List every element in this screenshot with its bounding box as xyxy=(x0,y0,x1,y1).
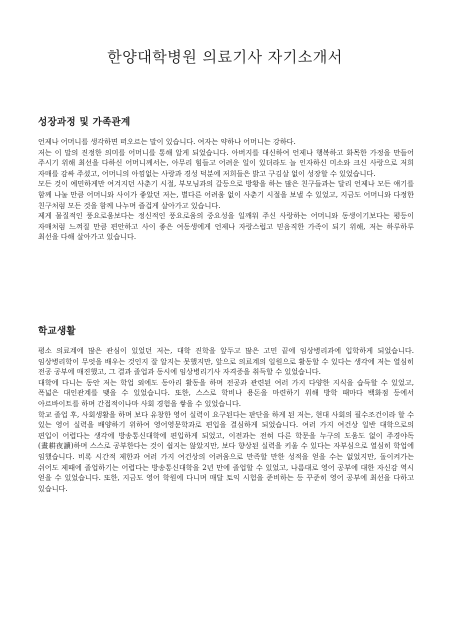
paragraph: 학교 졸업 후, 사회생활을 하며 보다 유창한 영어 실력이 요구된다는 판단을 하게 된 저는, 현대 사회의 필수조건이라 할 수 있는 영어 실력을 배양하기 위하여 영어영문학과로 편입을 결심하게 되었습니다. 여러 가지 여건상 일반 대학으로의 편입이 어렵다는 생각에 방송통신대학에 편입하게 되었고, 이전과는 전혀 다른 학문을 누구의 도움도 없이 주경야독(晝耕夜讀)하며 스스로 공부한다는 것이 쉽지는 않았지만, 보다 향상된 실력을 키울 수 있다는 자부심으로 열심히 학업에 임했습니다. 비록 시간적 제한과 여러 가지 여건상의 어려움으로 만족할 만한 성적을 얻을 수는 없었지만, 돌이켜가는 쉬어도 제때에 졸업하기는 어렵다는 방송통신대학을 2년 만에 졸업할 수 있었고, 나름대로 영어 공부에 대한 자신감 역시 얻을 수 있었습니다. 또한, 지금도 영어 학원에 다니며 매달 토익 시험을 준비하는 등 꾸준히 영어 공부에 최선을 다하고 있습니다. xyxy=(38,409,414,493)
paragraph: 대학에 다니는 동안 저는 학업 외에도 동아리 활동을 하며 전공과 관련된 여러 가지 다양한 지식을 습득할 수 있었고, 폭넓은 대인관계를 맺을 수 있었습니다. 또한, 스스로 학비나 용돈을 마련하기 위해 방학 때마다 백화점 등에서 아르바이트를 하며 간접적이나마 사회 경험을 쌓을 수 있었습니다. xyxy=(38,377,414,408)
paragraph: 모든 것이 예민하게만 여겨지던 사춘기 시절, 부모님과의 갈등으로 방황을 하는 많은 친구들과는 달리 언제나 모든 얘기를 함께 나눌 만큼 어머니와 사이가 좋았던 저는, 별다른 어려움 없이 사춘기 시절을 보낼 수 있었고, 지금도 어머니와 다정한 친구처럼 모든 것을 함께 나누며 즐겁게 살아가고 있습니다. xyxy=(38,179,414,210)
section-heading-school-life: 학교생활 xyxy=(38,326,76,337)
paragraph: 평소 의료계에 많은 관심이 있었던 저는, 대학 진학을 앞두고 많은 고민 끝에 임상병리과에 입학하게 되었습니다. 임상병리학이 무엇을 배우는 것인지 잘 알지는 못했지만, 앞으로 의료계의 일원으로 활동할 수 있다는 생각에 저는 열심히 전공 공부에 매진했고, 그 결과 졸업과 동시에 임상병리기사 자격증을 취득할 수 있었습니다. xyxy=(38,346,414,377)
paragraph: 언제나 어머니를 생각하면 떠오르는 말이 있습니다. 여자는 약하나 어머니는 강하다. xyxy=(38,137,296,146)
section-heading-growth-family: 성장과정 및 가족관계 xyxy=(38,117,131,128)
document-title: 한양대학병원 의료기사 자기소개서 xyxy=(107,48,343,66)
section-school-life xyxy=(38,323,414,494)
section-growth-family xyxy=(38,114,414,243)
paragraph: 저는 이 말의 진정한 의미를 어머니를 통해 알게 되었습니다. 아버지를 대신하여 언제나 행복하고 화목한 가정을 만들어 주시기 위해 최선을 다하신 어머니께서는, 아무리 힘들고 어려운 일이 있더라도 늘 인자하신 미소와 크신 사랑으로 저희 자매를 감싸 주셨고, 어머니의 아낌없는 사랑과 경성 덕분에 저희들은 밝고 구김살 없이 성장할 수 있었습니다. xyxy=(38,147,414,178)
paragraph: 제게 물질적인 풍요로움보다는 정신적인 풍요로움의 중요성을 일깨워 주신 사랑하는 어머니와 동생이기보다는 평등이 자매처럼 느껴질 만큼 편안하고 사이 좋은 여동생에게 언제나 자랑스럽고 믿음직한 가족이 되기 위해, 저는 하루하루 최선을 다해 살아가고 있습니다. xyxy=(38,211,414,242)
